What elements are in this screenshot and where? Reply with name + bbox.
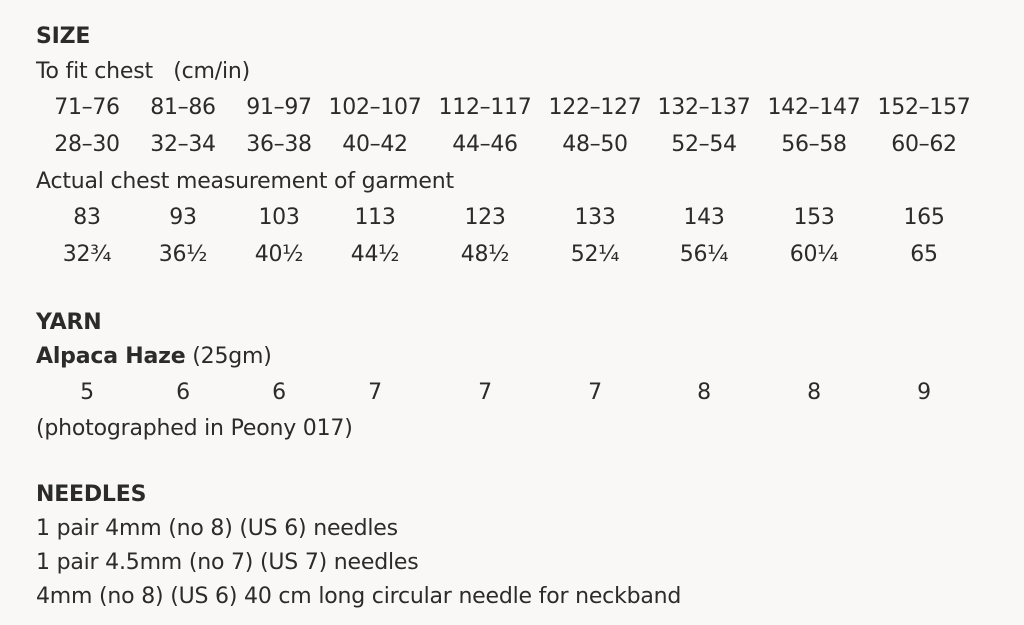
yarn-heading: YARN — [36, 310, 102, 335]
table-cell: 122–127 — [548, 95, 642, 120]
table-cell: 48–50 — [562, 132, 628, 157]
table-cell: 8 — [807, 380, 821, 405]
table-cell: 32¾ — [62, 242, 112, 267]
table-cell: 9 — [917, 380, 931, 405]
table-cell: 133 — [574, 205, 616, 230]
table-cell: 48½ — [460, 242, 510, 267]
table-cell: 65 — [910, 242, 938, 267]
table-cell: 81–86 — [150, 95, 216, 120]
table-cell: 52–54 — [671, 132, 737, 157]
table-cell: 113 — [354, 205, 396, 230]
table-cell: 5 — [80, 380, 94, 405]
table-cell: 60–62 — [891, 132, 957, 157]
needle-item: 1 pair 4mm (no 8) (US 6) needles — [36, 516, 398, 541]
table-cell: 132–137 — [657, 95, 751, 120]
actual-in-row — [0, 240, 1024, 270]
table-cell: 56–58 — [781, 132, 847, 157]
table-cell: 91–97 — [246, 95, 312, 120]
yarn-quantity-row — [0, 378, 1024, 408]
table-cell: 44–46 — [452, 132, 518, 157]
table-cell: 123 — [464, 205, 506, 230]
table-cell: 6 — [176, 380, 190, 405]
table-cell: 142–147 — [767, 95, 861, 120]
table-cell: 83 — [73, 205, 101, 230]
actual-cm-row — [0, 203, 1024, 233]
table-cell: 152–157 — [877, 95, 971, 120]
needles-heading: NEEDLES — [36, 482, 147, 507]
table-cell: 56¼ — [679, 242, 729, 267]
table-cell: 28–30 — [54, 132, 120, 157]
table-cell: 143 — [683, 205, 725, 230]
size-heading: SIZE — [36, 24, 91, 49]
table-cell: 71–76 — [54, 95, 120, 120]
yarn-name-line — [36, 342, 272, 372]
table-cell: 52¼ — [570, 242, 620, 267]
table-cell: 40½ — [254, 242, 304, 267]
fit-chest-label: To fit chest (cm/in) — [36, 59, 251, 84]
table-cell: 36½ — [158, 242, 208, 267]
table-cell: 8 — [697, 380, 711, 405]
table-cell: 153 — [793, 205, 835, 230]
table-cell: 44½ — [350, 242, 400, 267]
yarn-weight: (25gm) — [185, 344, 272, 369]
table-cell: 103 — [258, 205, 300, 230]
table-cell: 7 — [368, 380, 382, 405]
table-cell: 7 — [478, 380, 492, 405]
table-cell: 102–107 — [328, 95, 422, 120]
needle-item: 1 pair 4.5mm (no 7) (US 7) needles — [36, 550, 419, 575]
table-cell: 32–34 — [150, 132, 216, 157]
table-cell: 36–38 — [246, 132, 312, 157]
table-cell: 40–42 — [342, 132, 408, 157]
fit-cm-row — [0, 93, 1024, 123]
table-cell: 93 — [169, 205, 197, 230]
actual-chest-label: Actual chest measurement of garment — [36, 169, 454, 194]
needle-item: 4mm (no 8) (US 6) 40 cm long circular needle for neckband — [36, 584, 682, 609]
table-cell: 6 — [272, 380, 286, 405]
yarn-colour-note: (photographed in Peony 017) — [36, 416, 353, 441]
yarn-name: Alpaca Haze — [36, 344, 186, 369]
table-cell: 165 — [903, 205, 945, 230]
fit-in-row — [0, 130, 1024, 160]
table-cell: 112–117 — [438, 95, 532, 120]
table-cell: 60¼ — [789, 242, 839, 267]
table-cell: 7 — [588, 380, 602, 405]
